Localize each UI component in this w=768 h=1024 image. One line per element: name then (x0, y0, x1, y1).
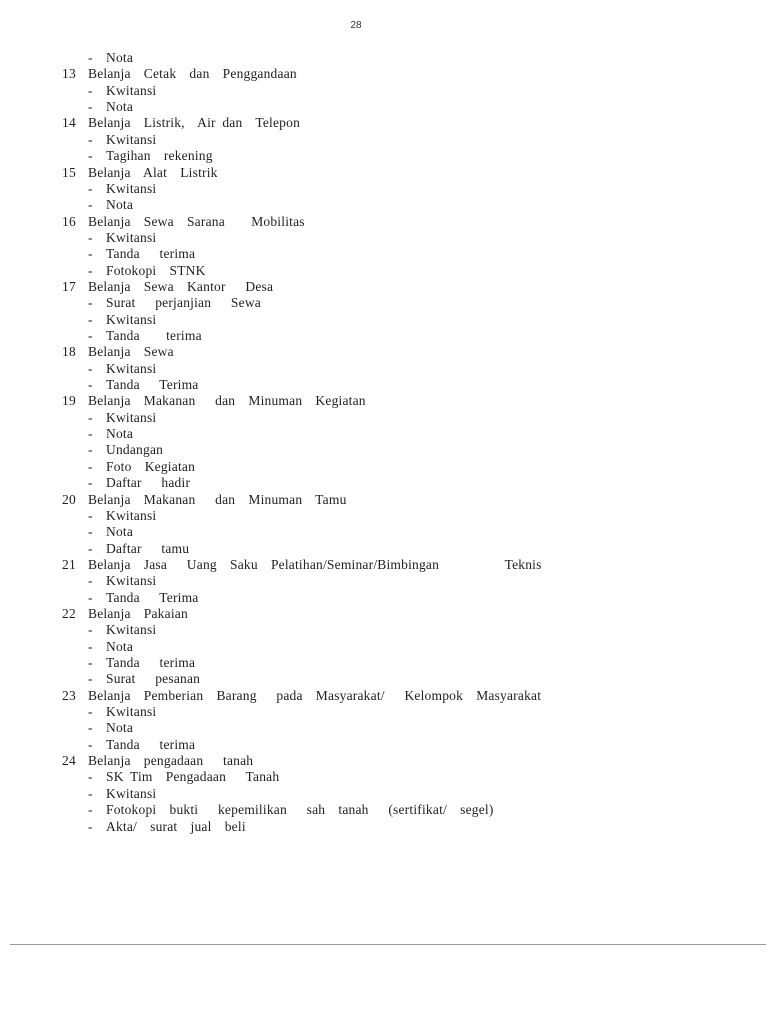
sub-item-text: Kwitansi (106, 229, 157, 245)
bullet-dash: - (88, 360, 93, 376)
bullet-dash: - (88, 671, 93, 687)
item-heading-text: Belanja Makanan dan Minuman Kegiatan (88, 393, 366, 409)
bullet-dash: - (88, 148, 93, 164)
sub-item-text: Daftar hadir (106, 475, 191, 491)
item-number: 24 (62, 753, 76, 769)
bullet-dash: - (88, 246, 93, 262)
item-heading-text: Belanja Pemberian Barang pada Masyarakat/ Kelompok Masyarakat (88, 687, 542, 703)
item-number: 19 (62, 393, 76, 409)
sub-item-text: Tanda Terima (106, 589, 199, 605)
item-heading-text: Belanja Pakaian (88, 605, 188, 621)
sub-item-text: Nota (106, 720, 134, 736)
item-number: 13 (62, 66, 76, 82)
item-number: 18 (62, 344, 76, 360)
sub-item-text: Kwitansi (106, 785, 157, 801)
sub-item-text: Surat perjanjian Sewa (106, 295, 261, 311)
item-number: 15 (62, 164, 76, 180)
bullet-dash: - (88, 311, 93, 327)
item-number: 21 (62, 556, 76, 572)
sub-item-text: Nota (106, 638, 134, 654)
sub-item-text: Tagihan rekening (106, 148, 213, 164)
bullet-dash: - (88, 507, 93, 523)
bullet-dash: - (88, 409, 93, 425)
sub-item-text: Nota (106, 524, 134, 540)
bullet-dash: - (88, 720, 93, 736)
sub-item-text: Kwitansi (106, 573, 157, 589)
sub-item-text: Kwitansi (106, 82, 157, 98)
bullet-dash: - (88, 180, 93, 196)
footer-divider (10, 944, 766, 945)
bullet-dash: - (88, 262, 93, 278)
item-heading-text: Belanja Alat Listrik (88, 164, 218, 180)
sub-item-text: Nota (106, 99, 134, 115)
sub-item-text: Nota (106, 426, 134, 442)
bullet-dash: - (88, 50, 93, 65)
bullet-dash: - (88, 426, 93, 442)
item-heading-text: Belanja pengadaan tanah (88, 753, 254, 769)
sub-item-text: Nota (106, 50, 134, 65)
bullet-dash: - (88, 524, 93, 540)
sub-item-text: Undangan (106, 442, 164, 458)
bullet-dash: - (88, 229, 93, 245)
bullet-dash: - (88, 638, 93, 654)
item-number: 17 (62, 278, 76, 294)
bullet-dash: - (88, 769, 93, 785)
bullet-dash: - (88, 622, 93, 638)
bullet-dash: - (88, 131, 93, 147)
bullet-dash: - (88, 589, 93, 605)
bullet-dash: - (88, 197, 93, 213)
item-heading-text: Belanja Sewa Kantor Desa (88, 278, 274, 294)
bullet-dash: - (88, 573, 93, 589)
sub-item-text: Fotokopi STNK (106, 262, 206, 278)
bullet-dash: - (88, 704, 93, 719)
bullet-dash: - (88, 328, 93, 343)
sub-item-text: SK Tim Pengadaan Tanah (106, 769, 280, 785)
bullet-dash: - (88, 802, 93, 818)
sub-item-text: Kwitansi (106, 704, 157, 719)
item-heading-text: Belanja Jasa Uang Saku Pelatihan/Seminar/Bimbingan Teknis (88, 556, 542, 572)
sub-item-text: Akta/ surat jual beli (106, 818, 246, 834)
bullet-dash: - (88, 99, 93, 115)
bullet-dash: - (88, 736, 93, 752)
sub-item-text: Tanda terima (106, 328, 202, 343)
bullet-dash: - (88, 475, 93, 491)
sub-item-text: Nota (106, 197, 134, 213)
bullet-dash: - (88, 458, 93, 474)
sub-item-text: Kwitansi (106, 409, 157, 425)
item-heading-text: Belanja Cetak dan Penggandaan (88, 66, 297, 82)
bullet-dash: - (88, 655, 93, 670)
sub-item-text: Kwitansi (106, 507, 157, 523)
bullet-dash: - (88, 377, 93, 392)
item-heading-text: Belanja Listrik, Air dan Telepon (88, 115, 301, 131)
sub-item-text: Tanda terima (106, 246, 196, 262)
item-number: 16 (62, 213, 76, 229)
sub-item-text: Kwitansi (106, 622, 157, 638)
sub-item-text: Kwitansi (106, 311, 157, 327)
sub-item-text: Foto Kegiatan (106, 458, 196, 474)
bullet-dash: - (88, 540, 93, 556)
sub-item-text: Kwitansi (106, 180, 157, 196)
sub-item-text: Surat pesanan (106, 671, 201, 687)
item-heading-text: Belanja Sewa (88, 344, 174, 360)
item-heading-text: Belanja Sewa Sarana Mobilitas (88, 213, 305, 229)
item-number: 23 (62, 687, 76, 703)
sub-item-text: Daftar tamu (106, 540, 190, 556)
sub-item-text: Fotokopi bukti kepemilikan sah tanah (sertifikat/ segel) (106, 802, 494, 818)
bullet-dash: - (88, 442, 93, 458)
bullet-dash: - (88, 295, 93, 311)
sub-item-text: Tanda Terima (106, 377, 199, 392)
sub-item-text: Tanda terima (106, 736, 196, 752)
item-heading-text: Belanja Makanan dan Minuman Tamu (88, 491, 347, 507)
bullet-dash: - (88, 818, 93, 834)
sub-item-text: Kwitansi (106, 360, 157, 376)
bullet-dash: - (88, 785, 93, 801)
sub-item-text: Kwitansi (106, 131, 157, 147)
page-number: 28 (350, 20, 362, 31)
item-number: 14 (62, 115, 76, 131)
bullet-dash: - (88, 82, 93, 98)
sub-item-text: Tanda terima (106, 655, 196, 670)
item-number: 22 (62, 605, 76, 621)
item-number: 20 (62, 491, 76, 507)
